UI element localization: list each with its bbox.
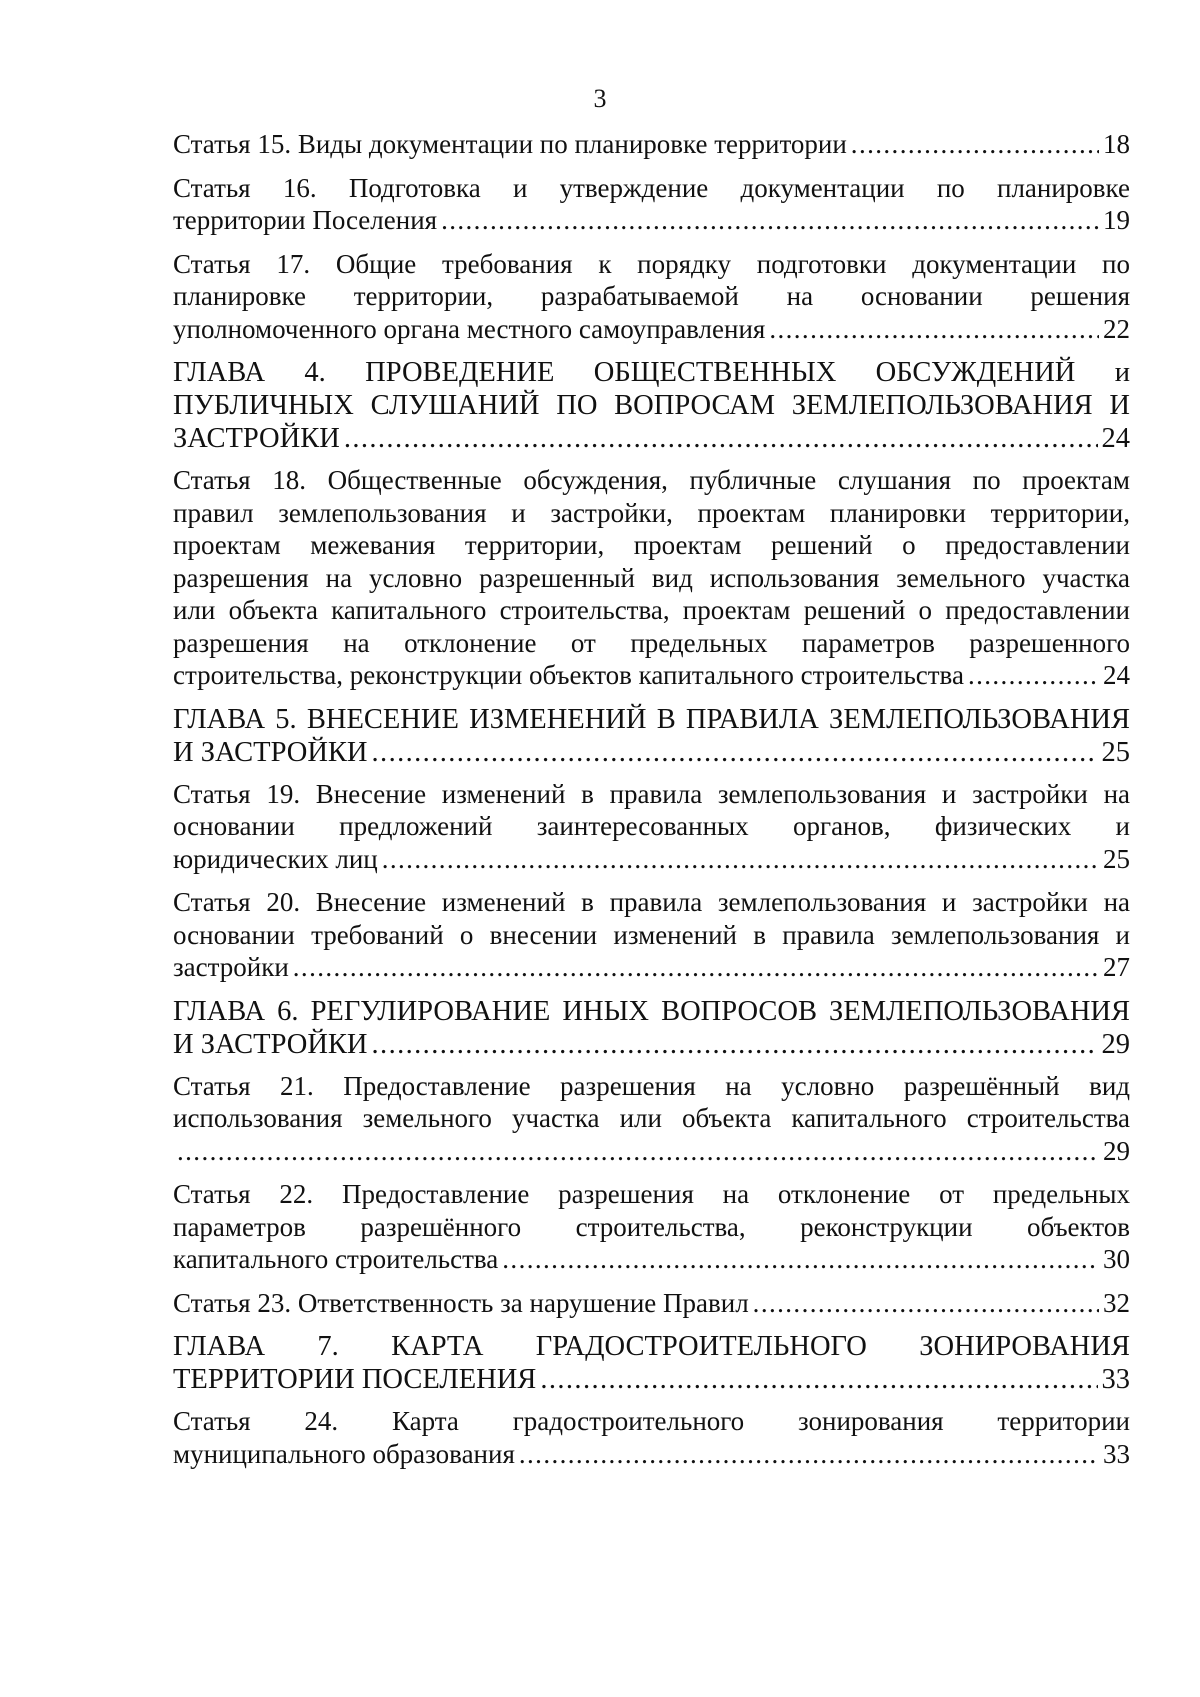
toc-article-entry[interactable] (173, 1070, 1130, 1168)
toc-entry-title-tail: Статья 23. Ответственность за нарушение Правил (173, 1287, 749, 1318)
toc-entry-last-line (173, 1243, 1130, 1276)
toc-entry-line: разрешения на отклонение от предельных параметров разрешенного (173, 627, 1130, 658)
dot-leader (382, 843, 1099, 876)
toc-entry-title-tail: застройки (173, 952, 289, 982)
toc-entry-title-tail: И ЗАСТРОЙКИ (173, 736, 368, 768)
toc-page-number: 33 (1103, 1438, 1130, 1469)
toc-entry-line: Статья 22. Предоставление разрешения на отклонение от предельных (173, 1179, 1130, 1209)
toc-entry-line: ГЛАВА 6. РЕГУЛИРОВАНИЕ ИНЫХ ВОПРОСОВ ЗЕМЛЕПОЛЬЗОВАНИЯ (173, 995, 1130, 1027)
toc-article-entry[interactable] (173, 778, 1130, 876)
toc-entry-line: проектам межевания территории, проектам решений о предоставлении (173, 530, 1130, 560)
toc-entry-last-line (173, 736, 1130, 769)
toc-entry-last-line (173, 951, 1130, 984)
toc-entry-last-line (173, 1028, 1130, 1061)
toc-entry-title-tail: уполномоченного органа местного самоуправления (173, 313, 766, 344)
dot-leader (372, 736, 1098, 769)
toc-article-entry[interactable] (173, 1405, 1130, 1470)
toc-entry-last-line (173, 1135, 1130, 1168)
toc-page-number: 19 (1103, 205, 1130, 235)
toc-entry-line: Статья 21. Предоставление разрешения на условно разрешённый вид (173, 1070, 1130, 1101)
dot-leader (851, 128, 1099, 161)
toc-entry-last-line (173, 128, 1130, 161)
toc-page-number: 32 (1103, 1287, 1130, 1318)
toc-page-number: 27 (1103, 952, 1130, 982)
toc-entry-line: планировке территории, разрабатываемой на основании решения (173, 281, 1130, 311)
toc-entry-title-tail: муниципального образования (173, 1438, 515, 1469)
toc-entry-last-line (173, 843, 1130, 876)
dot-leader (519, 1438, 1099, 1471)
toc-chapter-entry[interactable] (173, 703, 1130, 769)
toc-entry-title-tail: Статья 15. Виды документации по планировке территории (173, 129, 847, 159)
toc-entry-line: правил землепользования и застройки, проектам планировки территории, (173, 497, 1130, 528)
toc-page-number: 25 (1101, 736, 1130, 768)
toc-entry-line: Статья 19. Внесение изменений в правила землепользования и застройки на (173, 778, 1130, 809)
toc-entry-line: или объекта капитального строительства, проектам решений о предоставлении (173, 595, 1130, 625)
dot-leader (769, 313, 1099, 346)
toc-entry-last-line (173, 204, 1130, 237)
toc-entry-title-tail: ТЕРРИТОРИИ ПОСЕЛЕНИЯ (173, 1364, 537, 1395)
toc-entry-title-tail: территории Поселения (173, 205, 438, 235)
toc-entry-line: Статья 17. Общие требования к порядку подготовки документации по (173, 248, 1130, 279)
toc-page-number: 29 (1101, 1028, 1130, 1060)
toc-page-number: 24 (1101, 423, 1130, 454)
toc-page-number: 30 (1103, 1244, 1130, 1274)
toc-entry-line: разрешения на условно разрешенный вид использования земельного участка (173, 562, 1130, 593)
dot-leader (293, 951, 1099, 984)
toc-entry-title-tail: И ЗАСТРОЙКИ (173, 1028, 368, 1060)
toc-article-entry[interactable] (173, 248, 1130, 346)
dot-leader (968, 659, 1099, 692)
toc-chapter-entry[interactable] (173, 995, 1130, 1061)
toc-entry-line: основании предложений заинтересованных органов, физических и (173, 811, 1130, 841)
toc-page-number: 25 (1103, 843, 1130, 874)
toc-entry-title-tail: капитального строительства (173, 1244, 499, 1274)
toc-page-number: 24 (1103, 660, 1130, 690)
toc-entry-last-line (173, 1363, 1130, 1396)
toc-article-entry[interactable] (173, 1287, 1130, 1320)
toc-article-entry[interactable] (173, 172, 1130, 237)
toc-entry-title-tail: строительства, реконструкции объектов капитального строительства (173, 660, 964, 690)
toc-entry-line: Статья 18. Общественные обсуждения, публичные слушания по проектам (173, 465, 1130, 495)
toc-entry-title-tail: ЗАСТРОЙКИ (173, 423, 340, 454)
toc-page-number: 29 (1103, 1135, 1130, 1166)
toc-page-number: 18 (1103, 129, 1130, 159)
toc-entry-line: Статья 20. Внесение изменений в правила землепользования и застройки на (173, 887, 1130, 917)
dot-leader (344, 422, 1098, 455)
toc-entry-last-line (173, 422, 1130, 455)
toc-entry-line: Статья 16. Подготовка и утверждение документации по планировке (173, 172, 1130, 203)
toc-entry-last-line (173, 313, 1130, 346)
toc-entry-line: ГЛАВА 5. ВНЕСЕНИЕ ИЗМЕНЕНИЙ В ПРАВИЛА ЗЕМЛЕПОЛЬЗОВАНИЯ (173, 703, 1130, 735)
toc-article-entry[interactable] (173, 128, 1130, 161)
toc-entry-last-line (173, 659, 1130, 692)
toc-entry-title-tail: юридических лиц (173, 843, 378, 874)
toc-page-number: 22 (1103, 313, 1130, 344)
toc-chapter-entry[interactable] (173, 1330, 1130, 1396)
toc-entry-line: ГЛАВА 7. КАРТА ГРАДОСТРОИТЕЛЬНОГО ЗОНИРОВАНИЯ (173, 1331, 1130, 1362)
toc-article-entry[interactable] (173, 886, 1130, 984)
toc-entry-last-line (173, 1287, 1130, 1320)
dot-leader (372, 1028, 1098, 1061)
toc-entry-last-line (173, 1438, 1130, 1471)
toc-entry-line: Статья 24. Карта градостроительного зонирования территории (173, 1406, 1130, 1436)
dot-leader (441, 204, 1099, 237)
toc-page-number: 33 (1101, 1364, 1130, 1395)
table-of-contents (173, 128, 1130, 1481)
toc-entry-line: ПУБЛИЧНЫХ СЛУШАНИЙ ПО ВОПРОСАМ ЗЕМЛЕПОЛЬЗОВАНИЯ И (173, 390, 1130, 421)
toc-entry-line: основании требований о внесении изменений в правила землепользования и (173, 919, 1130, 950)
toc-chapter-entry[interactable] (173, 356, 1130, 455)
dot-leader (502, 1243, 1099, 1276)
toc-article-entry[interactable] (173, 464, 1130, 692)
dot-leader (177, 1135, 1099, 1168)
toc-article-entry[interactable] (173, 1178, 1130, 1276)
page-number: 3 (593, 84, 607, 113)
toc-entry-line: параметров разрешённого строительства, реконструкции объектов (173, 1211, 1130, 1242)
dot-leader (540, 1363, 1097, 1396)
toc-entry-line: ГЛАВА 4. ПРОВЕДЕНИЕ ОБЩЕСТВЕННЫХ ОБСУЖДЕНИЙ и (173, 357, 1130, 388)
dot-leader (753, 1287, 1099, 1320)
toc-entry-line: использования земельного участка или объекта капитального строительства (173, 1103, 1130, 1133)
